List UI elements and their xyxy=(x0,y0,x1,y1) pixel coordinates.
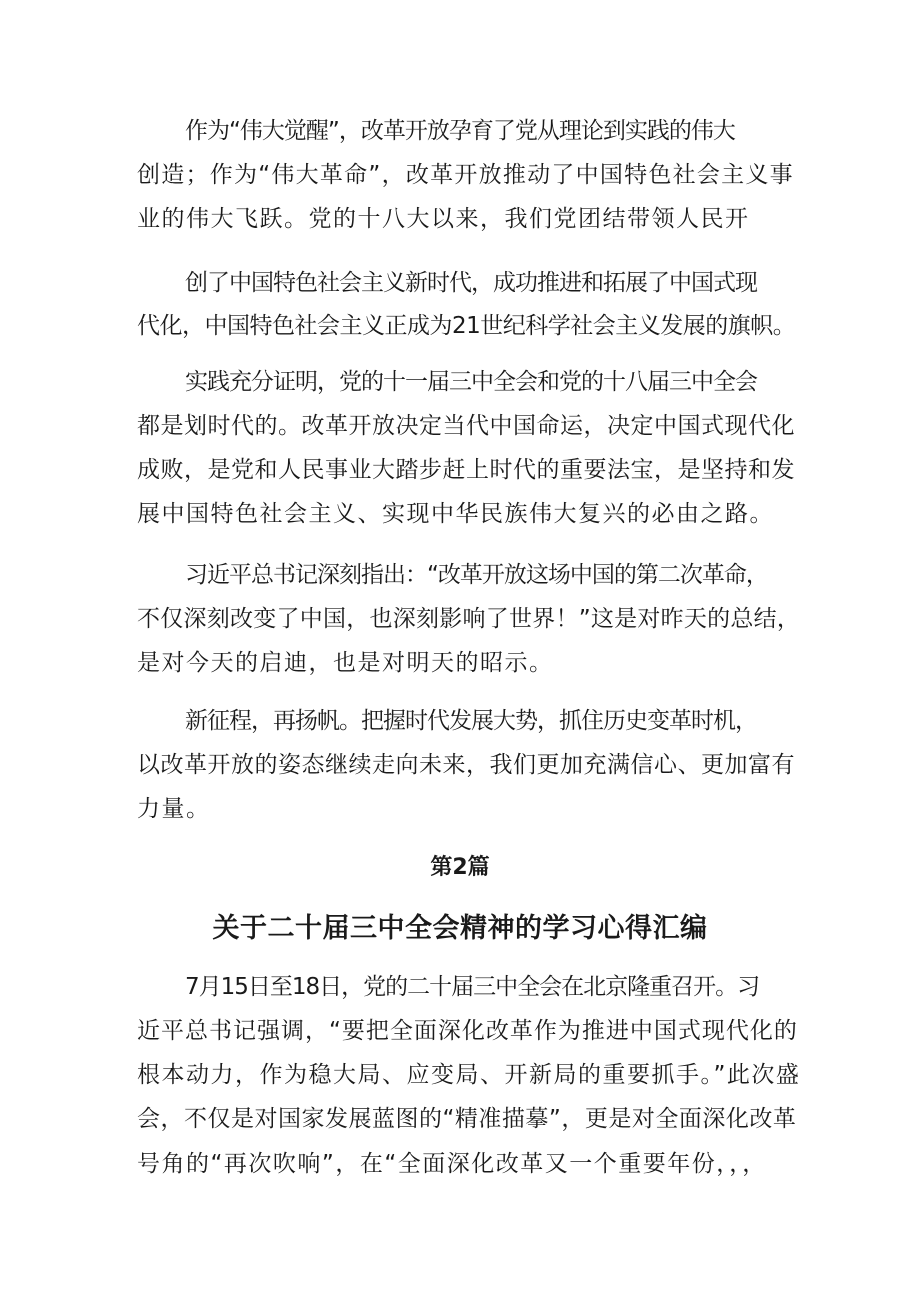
paragraph-4-line-1: 习近平总书记深刻指出：“改革开放这场中国的第二次革命， xyxy=(185,562,768,588)
paragraph-2-line-2: 代化，中国特色社会主义正成为21世纪科学社会主义发展的旗帜。 xyxy=(137,313,796,339)
section-paragraph-line-4: 会，不仅是对国家发展蓝图的“精准描摹”，更是对全面深化改革 xyxy=(137,1106,797,1132)
paragraph-2-line-1: 创了中国特色社会主义新时代，成功推进和拓展了中国式现 xyxy=(185,270,757,296)
paragraph-5-line-2: 以改革开放的姿态继续走向未来，我们更加充满信心、更加富有 xyxy=(137,752,795,778)
section-paragraph-line-1: 7月15日至18日，党的二十届三中全会在北京隆重召开。习 xyxy=(185,974,760,1000)
paragraph-1-line-2: 创造；作为“伟大革命”，改革开放推动了中国特色社会主义事 xyxy=(137,162,794,188)
paragraph-3-line-3: 成败，是党和人民事业大踏步赶上时代的重要法宝，是坚持和发 xyxy=(137,457,795,483)
section-number: 第2篇 xyxy=(430,855,490,880)
paragraph-1-line-3: 业的伟大飞跃。党的十八大以来，我们党团结带领人民开 xyxy=(137,206,750,232)
paragraph-4-line-2: 不仅深刻改变了中国，也深刻影响了世界！”这是对昨天的总结， xyxy=(137,606,801,632)
section-title: 关于二十届三中全会精神的学习心得汇编 xyxy=(212,913,708,944)
paragraph-4-line-3: 是对今天的启迪，也是对明天的昭示。 xyxy=(137,650,554,676)
paragraph-3-line-1: 实践充分证明，党的十一届三中全会和党的十八届三中全会 xyxy=(185,369,757,395)
paragraph-3-line-2: 都是划时代的。改革开放决定当代中国命运，决定中国式现代化 xyxy=(137,413,795,439)
paragraph-1-line-1: 作为“伟大觉醒”，改革开放孕育了党从理论到实践的伟大 xyxy=(185,118,735,144)
section-paragraph-line-3: 根本动力，作为稳大局、应变局、开新局的重要抓手。”此次盛 xyxy=(137,1062,801,1088)
paragraph-5-line-3: 力量。 xyxy=(137,796,211,822)
section-paragraph-line-5: 号角的“再次吹响”，在“全面深化改革又一个重要年份，，， xyxy=(137,1151,767,1177)
section-paragraph-line-2: 近平总书记强调，“要把全面深化改革作为推进中国式现代化的 xyxy=(137,1018,798,1044)
paragraph-5-line-1: 新征程，再扬帆。把握时代发展大势，抓住历史变革时机， xyxy=(185,708,757,734)
paragraph-3-line-4: 展中国特色社会主义、实现中华民族伟大复兴的必由之路。 xyxy=(137,501,774,527)
